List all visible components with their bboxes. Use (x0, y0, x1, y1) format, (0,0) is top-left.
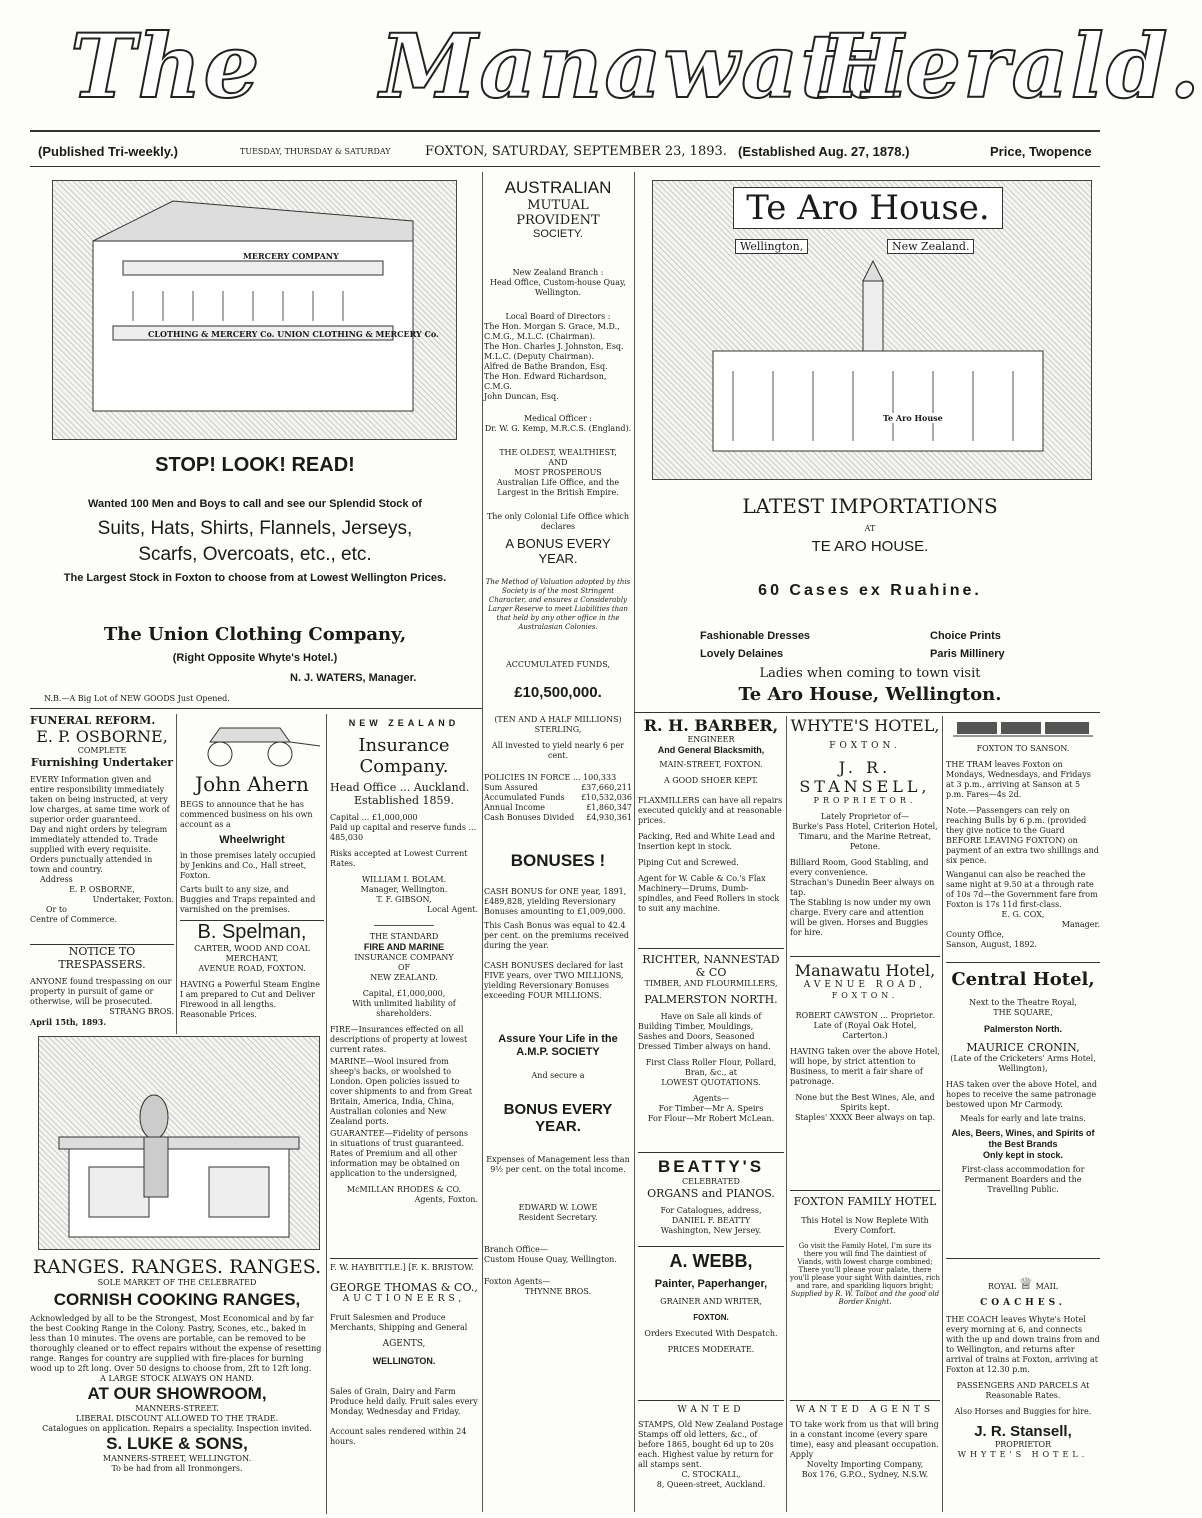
section-rule (634, 712, 1100, 713)
spelman-trade: CARTER, WOOD AND COAL MERCHANT, (194, 944, 310, 963)
manawatu-hotel-none: None but the Best Wines, Ale, and Spirits kept. (795, 1093, 935, 1112)
stamps-wanted-title: WANTED (677, 1405, 745, 1415)
ranges-street: MANNERS-STREET. (135, 1404, 219, 1413)
ahern-body-3: Carts built to any size, and Buggies and Traps repainted and varnished on the premises. (180, 885, 316, 914)
cooking-range-illustration (39, 1037, 319, 1249)
funeral-address-label: Address (40, 875, 73, 884)
amp-expenses: Expenses of Management less than 9½ per cent. on the total income. (486, 1155, 630, 1174)
ranges-firm: S. LUKE & SONS, (106, 1434, 248, 1453)
manawatu-hotel-body: HAVING taken over the above Hotel, will hope, by strict attention to Business, to merit a fair share of patronage. (790, 1047, 940, 1086)
te-aro-building-sign: Te Aro House (883, 413, 943, 423)
amp-method: The Method of Valuation adopted by this Society is of the most Stringent Character, and ensures a Considerably Larger Reserve to meet Liabilities than that held by any other office in the Australasian Colonies. (485, 578, 631, 631)
central-prop: MAURICE CRONIN, (966, 1041, 1080, 1054)
amp-prosperous: MOST PROSPEROUS (514, 468, 602, 477)
stat-label: Annual Income (484, 803, 546, 812)
union-manager: N. J. WATERS, Manager. (290, 672, 417, 684)
nz-insurance-label: NEW ZEALAND (348, 718, 460, 728)
foxton-hotel-replete: This Hotel is Now Replete With Every Comfort. (801, 1216, 929, 1235)
store-building-illustration (53, 181, 456, 439)
spelman-name: B. Spelman, (197, 921, 307, 943)
stat-value: £4,930,361 (586, 813, 632, 822)
central-accommodation: First-class accommodation for Permanent Boarders and the Travelling Public. (961, 1165, 1085, 1194)
agents-wanted-ad (790, 1400, 940, 1510)
cooking-range-engraving (38, 1036, 320, 1250)
amp-colonial: The only Colonial Life Office which declares (486, 512, 630, 531)
dateline (30, 140, 1100, 166)
stat-value: £37,660,211 (581, 783, 632, 792)
george-body: Fruit Salesmen and Produce Merchants, Shipping and General (330, 1313, 468, 1332)
amp-title-2: MUTUAL PROVIDENT (516, 198, 600, 228)
webb-orders: Orders Executed With Despatch. (644, 1329, 778, 1338)
amp-branch-addr: Custom House Quay, Wellington. (484, 1255, 617, 1264)
opposite-hotel: (Right Opposite Whyte's Hotel.) (172, 652, 338, 664)
stat-value: £10,532,036 (581, 793, 632, 802)
whytes-title: WHYTE'S HOTEL, (790, 716, 940, 735)
barber-agent: Agent for W. Cable & Co.'s Flax Machinery—Drums, Dumb-spindles, and Feed Rollers in stock to suit any machine. (638, 874, 780, 913)
stop-look-read-headline: STOP! LOOK! READ! (155, 454, 355, 476)
funeral-centre: Centre of Commerce. (30, 915, 118, 924)
central-late: (Late of the Cricketers' Arms Hotel, Wellington), (950, 1054, 1096, 1073)
beatty-name: BEATTY'S (657, 1157, 765, 1176)
tram-manager-role: Manager. (1061, 920, 1100, 929)
barber-packing: Packing, Red and White Lead and Insertion kept in stock. (638, 832, 775, 851)
coaches-body: THE COACH leaves Whyte's Hotel every morning at 6, and connects with the up and down trains from and to Wellington, and returns after arrival of trains at Foxton, arriving at Foxton at 12.30 p.m. (946, 1315, 1100, 1374)
agents-wanted-body: TO take work from us that will bring in a constant income (every spare time), easy and pleasant occupation. Apply (790, 1420, 939, 1459)
section-rule (30, 708, 482, 709)
barber-body: FLAXMILLERS can have all repairs executed quickly and at reasonable prices. (638, 796, 783, 825)
te-aro-item: Fashionable Dresses (700, 630, 811, 642)
stat-value: £1,860,347 (586, 803, 632, 812)
agents-wanted-firm: Novelty Importing Company, (806, 1460, 924, 1469)
masthead-word-the: The (70, 14, 262, 118)
amp-foxton-agents: Foxton Agents— (484, 1277, 551, 1286)
richter-items: Building Timber, Mouldings, Sashes and Doors, Seasoned Dressed Timber always on hand. (638, 1022, 771, 1051)
trespass-body: ANYONE found trespassing on our property in pursuit of game or otherwise, will be prosecuted. (30, 977, 172, 1006)
director: John Duncan, Esq. (484, 392, 559, 401)
funeral-title: FUNERAL REFORM. (30, 714, 156, 727)
amp-board-label: Local Board of Directors : (505, 312, 611, 321)
webb-trade: Painter, Paperhanger, (654, 1278, 768, 1290)
tram-date: Sanson, August, 1892. (946, 940, 1038, 949)
barber-shoer: A GOOD SHOER KEPT. (663, 776, 759, 785)
ranges-title: RANGES. RANGES. RANGES. (32, 1256, 322, 1278)
coaches-parcels: PASSENGERS AND PARCELS At Reasonable Rates. (956, 1381, 1090, 1400)
manawatu-hotel-town: FOXTON. (831, 991, 899, 1000)
amp-cash-bonus: CASH BONUS for ONE year, 1891, £489,828, yielding Reversionary Bonuses amounting to £1,009,000. (484, 887, 627, 916)
stat-label: Accumulated Funds (484, 793, 565, 802)
barber-piping: Piping Cut and Screwed. (638, 858, 739, 867)
richter-sale: Have on Sale all kinds of (660, 1012, 762, 1021)
masthead-word-herald: Herald. (820, 14, 1202, 118)
spelman-ad (180, 920, 324, 1030)
te-aro-house-ad (640, 172, 1100, 712)
union-nb: N.B.—A Big Lot of NEW GOODS Just Opened. (44, 694, 230, 703)
foxton-family-hotel-ad (790, 1190, 940, 1390)
funeral-trade: Furnishing Undertaker (30, 756, 174, 769)
funeral-address-trade: Undertaker, Foxton. (92, 895, 174, 904)
standard-the: THE STANDARD (369, 932, 439, 941)
whytes-town: FOXTON. (829, 741, 901, 751)
amp-secretary: Resident Secretary. (518, 1213, 598, 1222)
standard-fire: FIRE AND MARINE (363, 942, 445, 952)
nz-insurance-title: Insurance Company. (358, 735, 450, 777)
amp-medical-label: Medical Officer : (523, 414, 593, 423)
manawatu-hotel-prop: ROBERT CAWSTON ... Proprietor. (795, 1011, 935, 1020)
manawatu-hotel-ad (790, 956, 940, 1156)
nz-insurance-agent-name: T. F. GIBSON, (376, 895, 432, 904)
amp-funds: £10,500,000. (514, 684, 602, 701)
nz-insurance-capital: Capital ... £1,000,000 (330, 813, 418, 822)
amp-branch: New Zealand Branch : (512, 268, 604, 277)
ahern-trade: Wheelwright (219, 834, 285, 846)
te-aro-house-name: TE ARO HOUSE. (811, 538, 929, 555)
whytes-beer: Strachan's Dunedin Beer always on tap. (790, 878, 935, 897)
central-meals: Meals for early and late trains. (960, 1114, 1086, 1123)
ranges-stock: A LARGE STOCK ALWAYS ON HAND. (100, 1374, 254, 1383)
clothing-store-engraving (52, 180, 457, 440)
te-aro-city: Wellington, (735, 239, 808, 254)
whytes-billiard: Billiard Room, Good Stabling, and every convenience. (790, 858, 929, 877)
coaches-title: COACHES. (980, 1298, 1066, 1308)
whytes-proprietor-label: PROPRIETOR. (813, 796, 917, 805)
whytes-proprietor-name: J. R. STANSELL, (799, 758, 931, 796)
whytes-body: Burke's Pass Hotel, Criterion Hotel, Timaru, and the Marine Retreat, Petone. (792, 822, 938, 851)
beatty-catalogues: For Catalogues, address, (660, 1206, 762, 1215)
amp-directors (484, 322, 632, 402)
trespass-signed: STRANG BROS. (109, 1007, 174, 1016)
amp-secretary-name: EDWARD W. LOWE (518, 1203, 598, 1212)
nz-insurance-paidup: Paid up capital and reserve funds ... 485,030 (330, 823, 477, 842)
tram-wanganui: Wanganui can also be reached the same night at 9.50 at a through rate of 10s 7d—the Government fare from Foxton is 17s 11d first-class. (946, 870, 1098, 909)
webb-ad (638, 1246, 784, 1366)
tram-note: Note.—Passengers can rely on reaching Bulls by 6 p.m. (provided they give notice to the Guard BEFORE LEAVING FOXTON) on payment of an extra two shillings and six pence. (946, 806, 1099, 865)
tram-title: FOXTON TO SANSON. (976, 744, 1070, 753)
shop-sign-upper: MERCERY COMPANY (243, 251, 339, 261)
coaches-royal: ROYAL (987, 1282, 1017, 1291)
trespass-title: NOTICE TO TRESPASSERS. (58, 945, 146, 971)
standard-ins: INSURANCE COMPANY (354, 953, 454, 962)
ranges-cornish: CORNISH COOKING RANGES, (53, 1290, 301, 1309)
ranges-discount: LIBERAL DISCOUNT ALLOWED TO THE TRADE. (75, 1414, 279, 1423)
standard-nz: NEW ZEALAND. (370, 973, 438, 982)
standard-marine-body: MARINE—Wool insured from sheep's backs, or woolshed to London. Open policies issued to cover shipments to and from Great Britain, America, India, China, Australian colonies and New Zealand ports. (330, 1057, 473, 1126)
coaches-proprietor-label: PROPRIETOR (994, 1440, 1052, 1449)
column-rule (942, 716, 943, 1512)
ranges-showroom: AT OUR SHOWROOM, (87, 1384, 267, 1403)
manawatu-hotel-title: Manawatu Hotel, (794, 961, 936, 980)
central-stock: Only kept in stock. (982, 1150, 1064, 1160)
amp-title-3: SOCIETY. (533, 228, 583, 240)
ranges-body: Acknowledged by all to be the Strongest, Most Economical and by far the best Cooking Range in the Colony. Pastry, Scones, etc., baked in less than 10 minutes. The ovens are portable, can be removed to be thoroughly cleaned or to effect repairs without the expense of resetting range. Ranges for country are supplied with fire-places for burning wood up to 2ft long. Over 50 designs to choose from, 2ft to 12ft long. (30, 1314, 322, 1373)
beatty-celebrated: CELEBRATED (682, 1177, 740, 1186)
standard-guarantee: GUARANTEE—Fidelity of persons in situations of trust guaranteed. Rates of Premium and all other information may be obtained on application to the undersigned, (330, 1129, 469, 1178)
central-hotel-ad (946, 962, 1100, 1252)
masthead (0, 8, 1202, 118)
whytes-hotel-ad (790, 716, 940, 956)
richter-quote: LOWEST QUOTATIONS. (661, 1078, 761, 1087)
te-aro-house-engraving (652, 180, 1092, 480)
nz-insurance-mgr: Manager, Wellington. (360, 885, 448, 894)
te-aro-item: Choice Prints (930, 630, 1001, 642)
funeral-body-2: Day and night orders by telegram immediately attended to. Trade supplied with every requisite. (30, 825, 168, 854)
george-city: WELLINGTON. (372, 1356, 436, 1366)
george-name: GEORGE THOMAS & CO., (330, 1281, 478, 1294)
ranges-catalogues: Catalogues on application. Repairs a speciality. Inspection invited. (42, 1424, 312, 1433)
masthead-rule (30, 130, 1100, 132)
amp-bonuses-headline: BONUSES ! (510, 851, 606, 870)
barber-ad (638, 716, 784, 926)
nz-insurance-est: Established 1859. (354, 794, 454, 807)
central-ales: Ales, Beers, Wines, and Spirits of the Best Brands (951, 1128, 1095, 1149)
spelman-address: AVENUE ROAD, FOXTON. (198, 964, 306, 973)
amp-stat-row (484, 803, 632, 813)
coaches-hotel: WHYTE'S HOTEL. (957, 1450, 1089, 1459)
stat-label: Cash Bonuses Divided (484, 813, 575, 822)
stamps-wanted-ad (638, 1400, 784, 1510)
amp-and: AND (548, 458, 568, 467)
foxton-hotel-title: FOXTON FAMILY HOTEL (793, 1195, 937, 1208)
manawatu-hotel-road: AVENUE ROAD, (803, 980, 927, 990)
director: The Hon. Morgan S. Grace, M.D., C.M.G., M.L.C. (Chairman). (484, 322, 620, 341)
webb-name: A. WEBB, (669, 1251, 753, 1271)
stamps-wanted-address: 8, Queen-street, Auckland. (656, 1480, 766, 1489)
te-aro-title: Te Aro House. (733, 187, 1003, 229)
published-note: (Published Tri-weekly.) (38, 144, 178, 159)
cases-ex-ruahine: 60 Cases ex Ruahine. (758, 582, 982, 599)
amp-head-office: Head Office, Custom-house Quay, Wellington. (490, 278, 626, 297)
beatty-place: Washington, New Jersey. (660, 1226, 762, 1235)
webb-trade-2: GRAINER AND WRITER, (660, 1297, 762, 1306)
director: The Hon. Charles J. Johnston, Esq. M.L.C. (Deputy Chairman). (484, 342, 624, 361)
george-agents: AGENTS, (382, 1339, 426, 1349)
barber-engineer: ENGINEER (687, 735, 735, 744)
amp-stat-row (484, 813, 632, 823)
coaches-proprietor-name: J. R. Stansell, (974, 1423, 1072, 1440)
richter-flour: First Class Roller Flour, Pollard, Bran, &c., at (645, 1058, 777, 1077)
agents-wanted-address: Box 176, G.P.O., Sydney, N.S.W. (801, 1470, 929, 1479)
richter-agents: Agents— (692, 1094, 730, 1103)
amp-secure: And secure a (531, 1071, 585, 1080)
amp-oldest: THE OLDEST, WEALTHIEST, (499, 448, 617, 457)
stamps-wanted-name: C. STOCKALL, (681, 1470, 741, 1479)
amp-policies: POLICIES IN FORCE ... 100,333 (484, 773, 617, 782)
te-aro-ladies: Ladies when coming to town visit (759, 666, 981, 681)
george-trade: AUCTIONEERS, (342, 1294, 466, 1304)
standard-of: OF (397, 963, 411, 972)
goods-line-2: Scarfs, Overcoats, etc., etc. (138, 544, 372, 565)
te-aro-visit: Te Aro House, Wellington. (738, 684, 1002, 705)
coaches-horses: Also Horses and Buggies for hire. (954, 1407, 1092, 1416)
richter-flour-agent: For Flour—Mr Robert McLean. (647, 1114, 775, 1123)
standard-liability: With unlimited liability of shareholders. (352, 999, 456, 1018)
george-account: Account sales rendered within 24 hours. (330, 1427, 467, 1446)
richter-trade: TIMBER, AND FLOURMILLERS, (644, 979, 778, 988)
central-title: Central Hotel, (951, 969, 1095, 990)
union-clothing-ad (30, 172, 480, 702)
central-next: Next to the Theatre Royal, (969, 998, 1077, 1007)
amp-stat-row (484, 783, 632, 793)
funeral-complete: COMPLETE (77, 746, 127, 755)
column-rule (176, 714, 177, 1034)
nz-insurance-risks: Risks accepted at Lowest Current Rates. (330, 849, 468, 868)
price: Price, Twopence (990, 144, 1092, 159)
largest-stock: The Largest Stock in Foxton to choose from at Lowest Wellington Prices. (63, 572, 447, 584)
established-note: (Established Aug. 27, 1878.) (738, 144, 910, 159)
amp-bonus-every: A BONUS EVERY (505, 536, 611, 551)
funeral-body: EVERY Information given and entire responsibility immediately taken on being instructed, at very low charges, at same time work of superior order guaranteed. (30, 775, 170, 824)
manawatu-hotel-late: Late of (Royal Oak Hotel, Carterton.) (813, 1021, 917, 1040)
te-aro-item: Paris Millinery (930, 648, 1005, 660)
richter-ad (638, 948, 784, 1148)
agents-wanted-title: WANTED AGENTS (795, 1405, 935, 1415)
latest-importations: LATEST IMPORTATIONS (742, 494, 998, 518)
funeral-address-name: E. P. OSBORNE, (69, 885, 135, 894)
central-town: Palmerston North. (983, 1024, 1062, 1034)
john-ahern-ad (180, 714, 324, 914)
spelman-body: HAVING a Powerful Steam Engine I am prepared to Cut and Deliver Firewood in all lengths. Reasonable Prices. (180, 980, 320, 1019)
amp-largest: Australian Life Office, and the Largest in the British Empire. (496, 478, 620, 497)
column-rule (786, 716, 787, 1512)
stat-label: Sum Assured (484, 783, 538, 792)
webb-prices: PRICES MODERATE. (667, 1345, 755, 1354)
place-date: FOXTON, SATURDAY, SEPTEMBER 23, 1893. (425, 144, 727, 159)
te-aro-building-illustration (693, 271, 1063, 461)
ranges-ad (30, 1256, 324, 1511)
standard-capital: Capital, £1,000,000, (362, 989, 446, 998)
amp-year: YEAR. (538, 551, 578, 566)
funeral-body-3: Orders punctually attended in town and country. (30, 855, 153, 874)
funeral-name: E. P. OSBORNE, (36, 727, 168, 746)
dateline-rule (30, 166, 1100, 167)
amp-invested: All invested to yield nearly 6 per cent. (491, 741, 625, 760)
royal-mail-coaches-ad (946, 1258, 1100, 1508)
ahern-body: BEGS to announce that he has commenced business on his own account as a (180, 800, 313, 829)
shop-sign-lower: CLOTHING & MERCERY Co. UNION CLOTHING & MERCERY Co. (148, 329, 439, 339)
amp-bonus-every-year: BONUS EVERY YEAR. (503, 1101, 613, 1135)
richter-timber: For Timber—Mr A. Speirs (658, 1104, 764, 1113)
union-company-name: The Union Clothing Company, (103, 624, 407, 645)
barber-name: R. H. BARBER, (643, 716, 779, 735)
column-rule (326, 714, 327, 1514)
tram-ad (946, 716, 1100, 949)
nz-insurance-agent: Local Agent. (426, 905, 478, 914)
foxton-hotel-verse: Go visit the Family Hotel, I'm sure its there you will find The daintiest of Viands, with lowest charge combined; There you'll please your palate, there you'll please your sight With dainties, rich and rare, and sparkling liquors bright; (790, 1242, 940, 1290)
stamps-wanted-body: STAMPS, Old New Zealand Postage Stamps off old letters, &c., of before 1865, bought 6d up to 20s each. Highest value by return for all stamps sent. (638, 1420, 783, 1469)
director: The Hon. Edward Richardson, C.M.G. (484, 372, 607, 391)
column-rule (634, 172, 635, 1512)
trespass-date: April 15th, 1893. (30, 1017, 107, 1027)
standard-agents: Agents, Foxton. (414, 1195, 478, 1204)
amp-sterling: STERLING, (534, 725, 582, 734)
beatty-organs: ORGANS and PIANOS. (647, 1187, 775, 1200)
buggy-icon (180, 714, 324, 768)
whytes-lately: Lately Proprietor of— (820, 812, 910, 821)
standard-agents-name: McMILLAN RHODES & CO. (346, 1185, 462, 1194)
ranges-sole: SOLE MARKET OF THE CELEBRATED (97, 1278, 257, 1287)
barber-smith: And General Blacksmith, (657, 745, 765, 755)
trespass-notice (30, 944, 174, 1034)
coaches-mail: MAIL (1035, 1282, 1059, 1291)
ahern-name: John Ahern (195, 772, 309, 796)
tram-office: County Office, (946, 930, 1005, 939)
director: Alfred de Bathe Brandon, Esq. (484, 362, 608, 371)
amp-doctor: Dr. W. G. Kemp, M.R.C.S. (England). (484, 424, 632, 433)
publication-days: TUESDAY, THURSDAY & SATURDAY (240, 147, 391, 156)
amp-assure: Assure Your Life in the A.M.P. SOCIETY (498, 1033, 618, 1058)
te-aro-country: New Zealand. (887, 239, 974, 254)
amp-agent: THYNNE BROS. (524, 1287, 592, 1296)
coaches-royal-mail (946, 1274, 1100, 1293)
amp-society-ad (484, 178, 632, 1508)
wanted-men-boys: Wanted 100 Men and Boys to call and see our Splendid Stock of (88, 498, 422, 510)
nz-insurance-mgr-name: WILLIAM I. BOLAM. (361, 875, 447, 884)
funeral-or: Or to (46, 905, 67, 914)
goods-line-1: Suits, Hats, Shirts, Flannels, Jerseys, (97, 518, 413, 539)
tram-body: THE TRAM leaves Foxton on Mondays, Wednesdays, and Fridays at 3 p.m., arriving at Sanson at 5 p.m. Fares—4s 2d. (946, 760, 1091, 799)
amp-stats (484, 783, 632, 823)
amp-cash-bonus-2: This Cash Bonus was equal to 42.4 per cent. on the premiums received during the year. (484, 921, 629, 950)
beatty-person: DANIEL F. BEATTY (671, 1216, 751, 1225)
te-aro-item: Lovely Delaines (700, 648, 784, 660)
standard-fire-body: FIRE—Insurances effected on all descriptions of property at lowest current rates. (330, 1025, 468, 1054)
manawatu-hotel-staples: Staples' XXXX Beer always on tap. (794, 1113, 936, 1122)
amp-ten-half: (TEN AND A HALF MILLIONS) (494, 715, 622, 724)
amp-accumulated-label: ACCUMULATED FUNDS, (506, 660, 610, 669)
webb-town: FOXTON. (693, 1313, 729, 1322)
central-square: THE SQUARE, (993, 1008, 1053, 1017)
ranges-ironmongers: To be had from all Ironmongers. (111, 1464, 243, 1473)
column-rule (482, 172, 483, 1512)
amp-branch-office: Branch Office— (484, 1245, 548, 1254)
george-thomas-ad (330, 1258, 478, 1508)
beatty-ad (638, 1152, 784, 1242)
richter-city: PALMERSTON NORTH. (644, 993, 778, 1006)
barber-street: MAIN-STREET, FOXTON. (659, 760, 763, 769)
nz-insurance-head: Head Office ... Auckland. (330, 781, 470, 794)
george-sales: Sales of Grain, Dairy and Farm Produce held daily. Fruit sales every Monday, Wednesday and Friday. (330, 1387, 478, 1416)
tram-icon (953, 716, 1093, 740)
whytes-stabling: The Stabling is now under my own charge. Every care and attention will be given. Horses and Buggies for hire. (790, 898, 931, 937)
amp-cash-bonuses-5: CASH BONUSES declared for last FIVE years, over TWO MILLIONS, yielding Reversionary Bonuses exceeding FOUR MILLIONS. (484, 961, 624, 1000)
amp-title-1: AUSTRALIAN (504, 178, 612, 197)
te-aro-at: AT (864, 524, 876, 533)
amp-stat-row (484, 793, 632, 803)
ahern-body-2: in those premises lately occupied by Jenkins and Co., Hall street, Foxton. (180, 851, 316, 880)
foxton-hotel-signed: Supplied by R. W. Talbot and the good old Border Knight. (790, 1290, 940, 1306)
ranges-address: MANNERS-STREET, WELLINGTON. (102, 1454, 252, 1463)
richter-name: RICHTER, NANNESTAD & CO (642, 953, 780, 979)
crown-icon: ♕ (1018, 1274, 1034, 1293)
tram-manager-name: E. G. COX, (1001, 910, 1045, 919)
george-partners: F. W. HAYBITTLE.] [F. K. BRISTOW. (330, 1263, 474, 1272)
cooking-range-engraving-frame (30, 1036, 324, 1254)
masthead-word-manawatu: Manawatu (380, 14, 909, 118)
central-body: HAS taken over the above Hotel, and hopes to receive the same patronage bestowed upon Mr Carmody. (946, 1080, 1098, 1109)
